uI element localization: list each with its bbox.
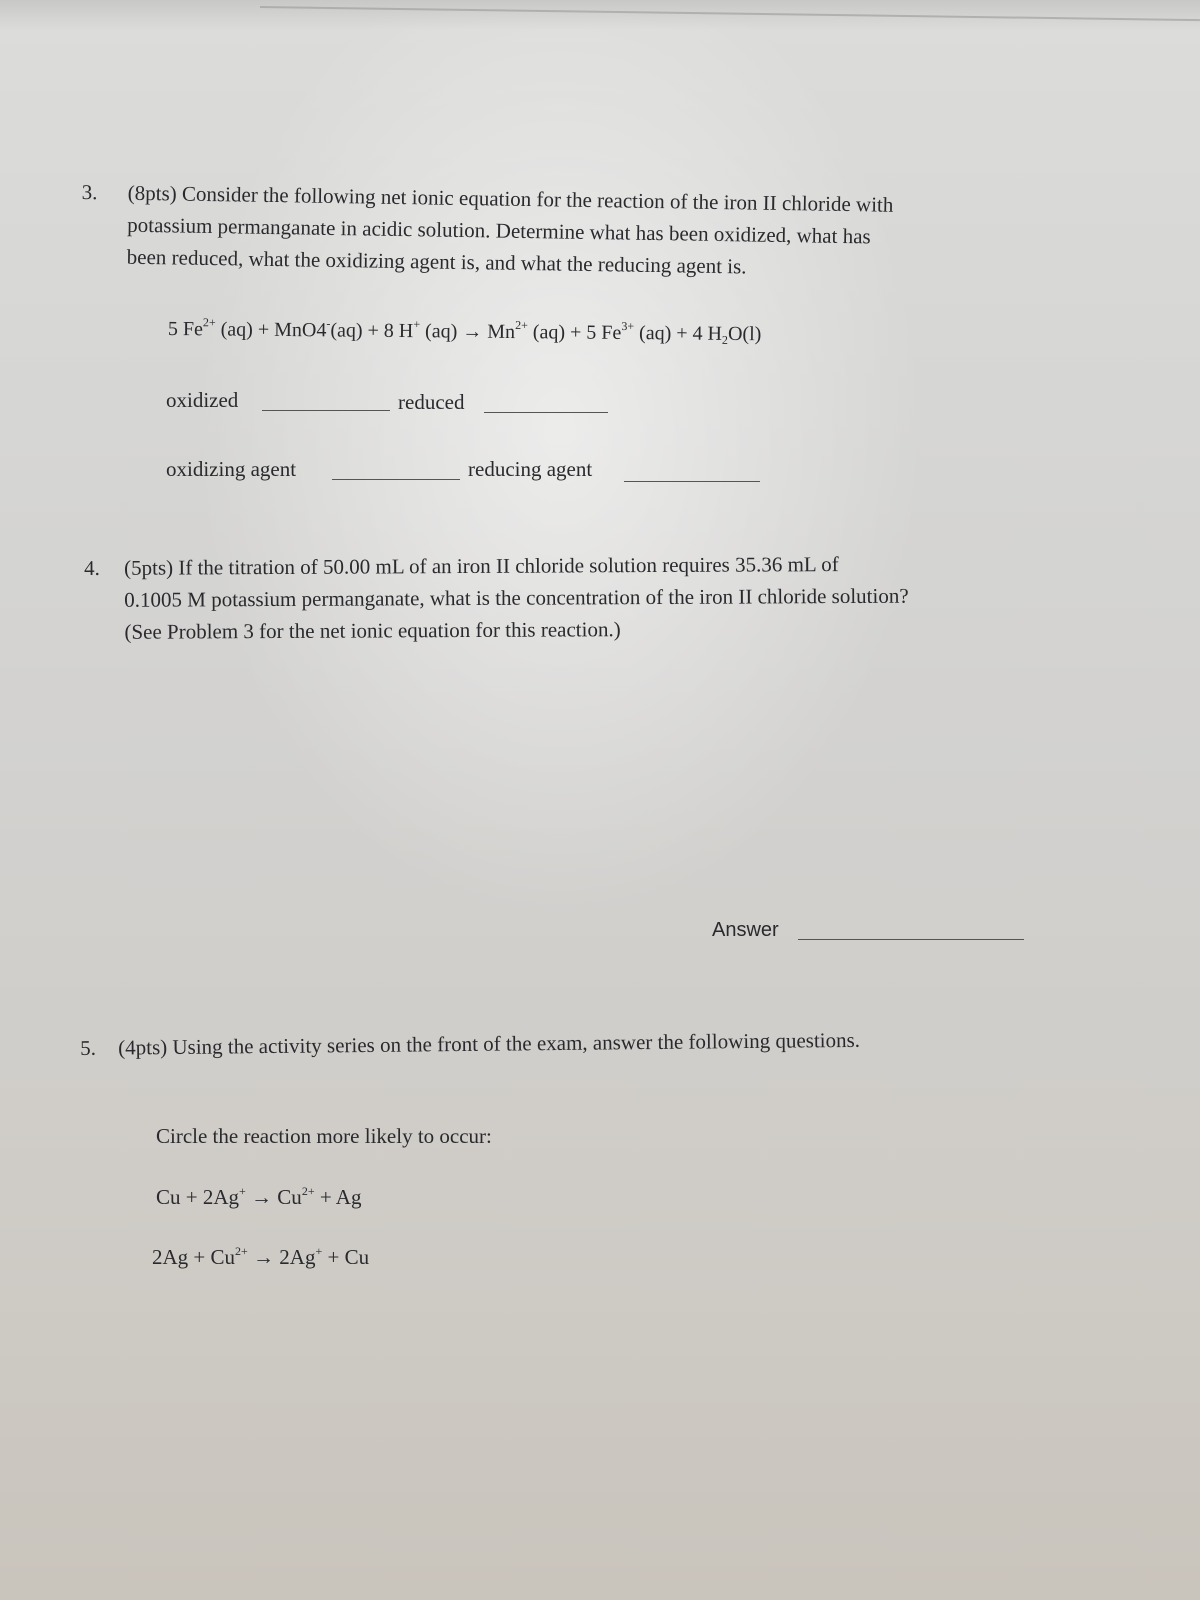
paper-top-edge bbox=[0, 0, 1200, 30]
question-4-line-1: (5pts) If the titration of 50.00 mL of an iron II chloride solution requires 35.36 mL of bbox=[124, 552, 839, 580]
question-3-line-3: been reduced, what the oxidizing agent is, and what the reducing agent is. bbox=[126, 244, 747, 279]
question-3-text bbox=[126, 177, 893, 285]
reducing-agent-label: reducing agent bbox=[468, 457, 593, 481]
reaction-option-2[interactable]: $2Ag + Cu^{2+} \to 2Ag^+ + Cu$ bbox=[152, 1244, 370, 1269]
concentration-answer-blank[interactable] bbox=[798, 939, 1024, 940]
question-4-line-3: (See Problem 3 for the net ionic equation for this reaction.) bbox=[124, 617, 621, 644]
question-3-line-2: potassium permanganate in acidic solution. Determine what has been oxidized, what has bbox=[127, 212, 871, 249]
question-3 bbox=[80, 176, 1082, 302]
reducing-agent-answer-blank[interactable] bbox=[624, 481, 760, 482]
question-5-number: 5. bbox=[80, 1035, 97, 1060]
question-4 bbox=[84, 547, 1125, 662]
question-5 bbox=[80, 1021, 1120, 1072]
question-4-line-2: 0.1005 M potassium permanganate, what is the concentration of the iron II chloride solution? bbox=[124, 583, 909, 612]
reduced-answer-blank[interactable] bbox=[484, 412, 608, 413]
oxidized-label: oxidized bbox=[166, 388, 239, 412]
oxidized-answer-blank[interactable] bbox=[262, 410, 390, 411]
net-ionic-equation: 5 $Fe^{2+}$ (aq) + MnO4-(aq) + 8 H+ $(aq) \to Mn^{2+}$ (aq) + 5 $Fe^{3+}$ (aq) + 4 $H_2O(l)$ bbox=[167, 315, 762, 347]
question-5-text bbox=[118, 1024, 860, 1064]
question-4-text bbox=[124, 548, 909, 648]
reaction-option-1[interactable]: $Cu + 2Ag^+ \to Cu^{2+} + Ag$ bbox=[156, 1184, 362, 1209]
oxidizing-agent-label: oxidizing agent bbox=[166, 457, 297, 481]
question-3-line-1: (8pts) Consider the following net ionic equation for the reaction of the iron II chloride with bbox=[127, 180, 894, 217]
oxidizing-agent-answer-blank[interactable] bbox=[332, 479, 460, 480]
reduced-label: reduced bbox=[398, 390, 465, 414]
question-5-line-1: (4pts) Using the activity series on the front of the exam, answer the following questions. bbox=[118, 1027, 861, 1060]
question-4-number: 4. bbox=[84, 555, 100, 580]
circle-instruction: Circle the reaction more likely to occur: bbox=[156, 1124, 492, 1148]
question-3-number: 3. bbox=[81, 179, 98, 205]
answer-label: Answer bbox=[712, 919, 779, 941]
